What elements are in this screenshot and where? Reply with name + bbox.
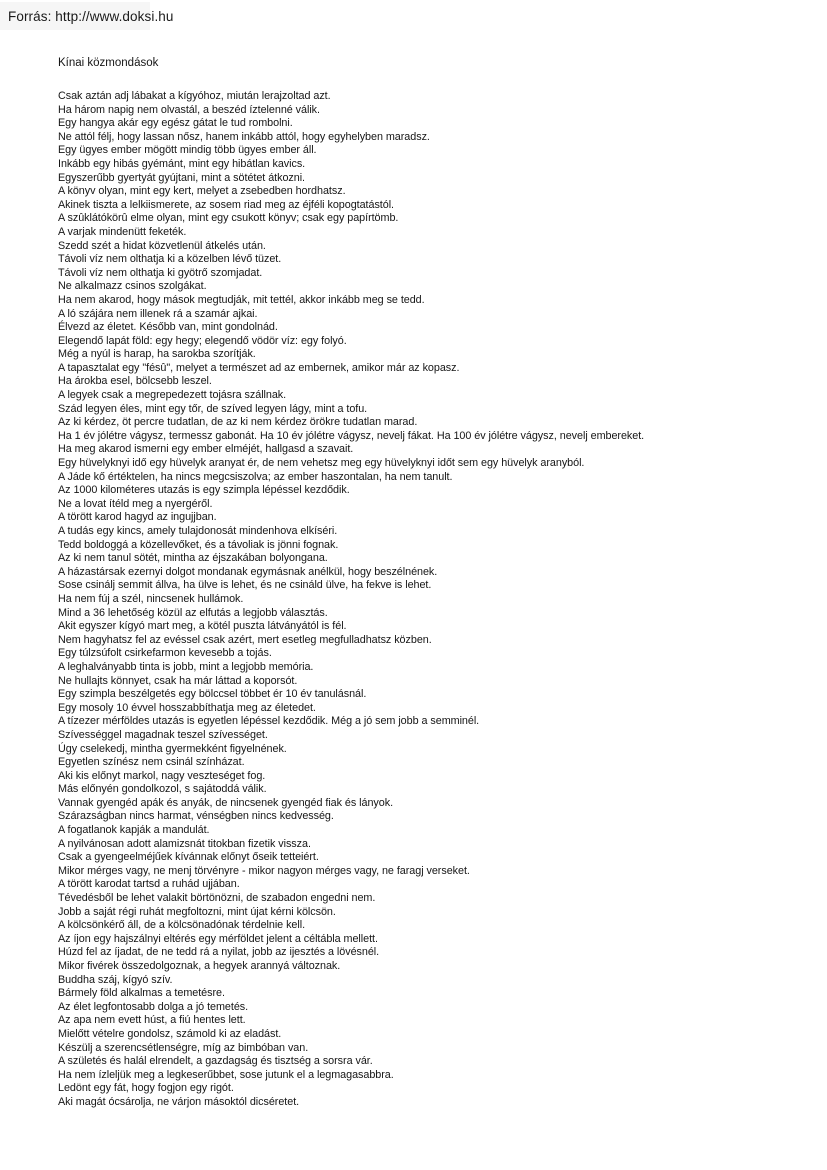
proverb-line: A kölcsönkérő áll, de a kölcsönadónak térdelnie kell. <box>58 919 306 932</box>
proverb-line: A tudás egy kincs, amely tulajdonosát mindenhova elkíséri. <box>58 525 338 537</box>
proverb-line: Távoli víz nem olthatja ki gyötrő szomjadat. <box>58 266 263 279</box>
proverb-line: Szedd szét a hidat közvetlenül átkelés után. <box>58 239 266 252</box>
proverb-line: Mielőtt vételre gondolsz, számold ki az eladást. <box>58 1027 282 1040</box>
proverb-line: A fogatlanok kapják a mandulát. <box>58 824 210 837</box>
proverb-line: Aki kis előnyt markol, nagy veszteséget fog. <box>58 769 266 782</box>
proverb-line: Más előnyén gondolkozol, s sajátoddá válik. <box>58 783 267 796</box>
proverb-line: Ha nem ízleljük meg a legkeserűbbet, sose jutunk el a legmagasabbra. <box>58 1068 394 1081</box>
proverb-line: Szád legyen éles, mint egy tőr, de szíved legyen lágy, mint a tofu. <box>58 402 368 415</box>
proverb-line: Egyszerűbb gyertyát gyújtani, mint a sötétet átkozni. <box>58 171 306 184</box>
proverb-line: Bármely föld alkalmas a temetésre. <box>58 987 225 1000</box>
proverb-line: Jobb a saját régi ruhát megfoltozni, mint újat kérni kölcsön. <box>58 905 336 918</box>
proverb-line: Ne a lovat ítéld meg a nyergéről. <box>58 497 213 510</box>
proverb-line: A varjak mindenütt feketék. <box>58 225 187 238</box>
proverb-line: Az élet legfontosabb dolga a jó temetés. <box>58 1000 249 1013</box>
proverb-line: A törött karodat tartsd a ruhád ujjában. <box>58 878 240 891</box>
proverb-line: Akit egyszer kígyó mart meg, a kötél puszta látványától is fél. <box>58 620 347 633</box>
proverb-line: Ne alkalmazz csinos szolgákat. <box>58 280 207 293</box>
proverb-line: Ha árokba esel, bölcsebb leszel. <box>58 375 212 388</box>
proverb-line: A tízezer mérföldes utazás is egyetlen lépéssel kezdődik. Még a jó sem jobb a semminél. <box>58 715 480 728</box>
proverb-line: Egy túlzsúfolt csirkefarmon kevesebb a tojás. <box>58 647 272 660</box>
proverb-line: Buddha száj, kígyó szív. <box>58 973 173 986</box>
proverb-line: Mikor fivérek összedolgoznak, a hegyek arannyá változnak. <box>58 960 341 972</box>
source-url-label: Forrás: http://www.doksi.hu <box>8 9 174 24</box>
proverb-line: A törött karod hagyd az ingujjban. <box>58 511 217 524</box>
proverb-line: Ne hullajts könnyet, csak ha már láttad a koporsót. <box>58 674 298 687</box>
proverb-line: Inkább egy hibás gyémánt, mint egy hibátlan kavics. <box>58 157 306 170</box>
proverb-line: Távoli víz nem olthatja ki a közelben lévő tüzet. <box>58 253 282 266</box>
proverb-line: Egy mosoly 10 évvel hosszabbíthatja meg az életedet. <box>58 701 316 714</box>
proverb-line: Egy szimpla beszélgetés egy bölccsel többet ér 10 év tanulásnál. <box>58 688 367 701</box>
proverb-line: Egyetlen színész nem csinál színházat. <box>58 756 245 769</box>
proverb-line: Elegendő lapát föld: egy hegy; elegendő vödör víz: egy folyó. <box>58 334 347 347</box>
proverb-line: Készülj a szerencsétlenségre, míg az bimbóban van. <box>58 1041 309 1054</box>
proverb-line: A leghalványabb tinta is jobb, mint a legjobb memória. <box>58 660 314 673</box>
proverb-line: Az ki kérdez, öt percre tudatlan, de az ki nem kérdez örökre tudatlan marad. <box>58 416 418 429</box>
proverb-line: Húzd fel az íjadat, de ne tedd rá a nyilat, jobb az ijesztés a lövésnél. <box>58 946 380 959</box>
proverb-line: Ha három napig nem olvastál, a beszéd íztelenné válik. <box>58 103 320 116</box>
proverb-line: Mind a 36 lehetőség közül az elfutás a legjobb választás. <box>58 606 328 619</box>
proverb-line: A legyek csak a megrepedezett tojásra szállnak. <box>58 389 287 402</box>
proverb-line: Egy hangya akár egy egész gátat le tud rombolni. <box>58 117 293 130</box>
proverb-line: Egy ügyes ember mögött mindig több ügyes ember áll. <box>58 144 317 157</box>
proverb-list <box>58 90 798 1110</box>
proverb-line: Egy hüvelyknyi idő egy hüvelyk aranyat ér, de nem vehetsz meg egy hüvelyknyi időt sem egy hüvelyk aranyból. <box>58 457 585 470</box>
proverb-line: A nyilvánosan adott alamizsnát titokban fizetik vissza. <box>58 837 311 850</box>
proverb-line: A születés és halál elrendelt, a gazdagság és tisztség a sorsra vár. <box>58 1055 373 1068</box>
proverb-line: Aki magát ócsárolja, ne várjon másoktól dicséretet. <box>58 1095 300 1108</box>
proverb-line: Az ki nem tanul sötét, mintha az éjszakában bolyongana. <box>58 552 328 565</box>
proverb-line: Ledönt egy fát, hogy fogjon egy rigót. <box>58 1082 234 1095</box>
proverb-line: Ha nem fúj a szél, nincsenek hullámok. <box>58 592 244 605</box>
proverb-line: Élvezd az életet. Később van, mint gondolnád. <box>58 321 278 334</box>
proverb-line: Ne attól félj, hogy lassan nősz, hanem inkább attól, hogy egyhelyben maradsz. <box>58 130 430 143</box>
proverb-line: Mikor mérges vagy, ne menj törvényre - mikor nagyon mérges vagy, ne faragj verseket. <box>58 864 470 877</box>
proverb-line: Ha 1 év jólétre vágysz, termessz gabonát. Ha 10 év jólétre vágysz, nevelj fákat. Ha 100 év jólétre vágysz, nevelj embereket. <box>58 429 645 442</box>
proverb-line: Csak aztán adj lábakat a kígyóhoz, miután lerajzoltad azt. <box>58 90 331 102</box>
proverb-line: Tedd boldoggá a közellevőket, és a távoliak is jönni fognak. <box>58 538 339 551</box>
proverb-line: Sose csinálj semmit állva, ha ülve is lehet, és ne csináld ülve, ha fekve is lehet. <box>58 579 432 592</box>
proverb-line: Nem hagyhatsz fel az evéssel csak azért, mert esetleg megfulladhatsz közben. <box>58 633 432 646</box>
proverb-line: Csak a gyengeelméjűek kívánnak előnyt őseik tetteiért. <box>58 851 319 864</box>
proverb-line: A tapasztalat egy "fésû", melyet a természet ad az embernek, amikor már az kopasz. <box>58 361 460 374</box>
proverb-line: Az íjon egy hajszálnyi eltérés egy mérföldet jelent a céltábla mellett. <box>58 932 378 945</box>
proverb-line: Szívességgel magadnak teszel szívességet. <box>58 728 268 741</box>
proverb-line: Vannak gyengéd apák és anyák, de nincsenek gyengéd fiak és lányok. <box>58 796 394 809</box>
proverb-line: A könyv olyan, mint egy kert, melyet a zsebedben hordhatsz. <box>58 185 346 198</box>
proverb-line: Úgy cselekedj, mintha gyermekként figyelnének. <box>58 742 287 755</box>
proverb-line: A Jáde kő értéktelen, ha nincs megcsiszolva; az ember haszontalan, ha nem tanult. <box>58 470 453 483</box>
page-title: Kínai közmondások <box>58 57 159 69</box>
proverb-line: Még a nyúl is harap, ha sarokba szorítják. <box>58 348 256 361</box>
proverb-line: Tévedésből be lehet valakit börtönözni, de szabadon engedni nem. <box>58 892 376 905</box>
proverb-line: Ha meg akarod ismerni egy ember elméjét, hallgasd a szavait. <box>58 443 354 456</box>
proverb-line: A szûklátókörû elme olyan, mint egy csukott könyv; csak egy papírtömb. <box>58 212 399 225</box>
proverb-line: A ló szájára nem illenek rá a szamár ajkai. <box>58 307 258 320</box>
proverb-line: Ha nem akarod, hogy mások megtudják, mit tettél, akkor inkább meg se tedd. <box>58 293 425 306</box>
proverb-line: Szárazságban nincs harmat, vénségben nincs kedvesség. <box>58 810 334 823</box>
proverb-line: Az 1000 kilométeres utazás is egy szimpla lépéssel kezdődik. <box>58 484 350 497</box>
proverb-line: Az apa nem evett húst, a fiú hentes lett. <box>58 1014 246 1027</box>
proverb-line: A házastársak ezernyi dolgot mondanak egymásnak anélkül, hogy beszélnének. <box>58 565 438 578</box>
proverb-line: Akinek tiszta a lelkiismerete, az sosem riad meg az éjféli kopogtatástól. <box>58 198 395 211</box>
